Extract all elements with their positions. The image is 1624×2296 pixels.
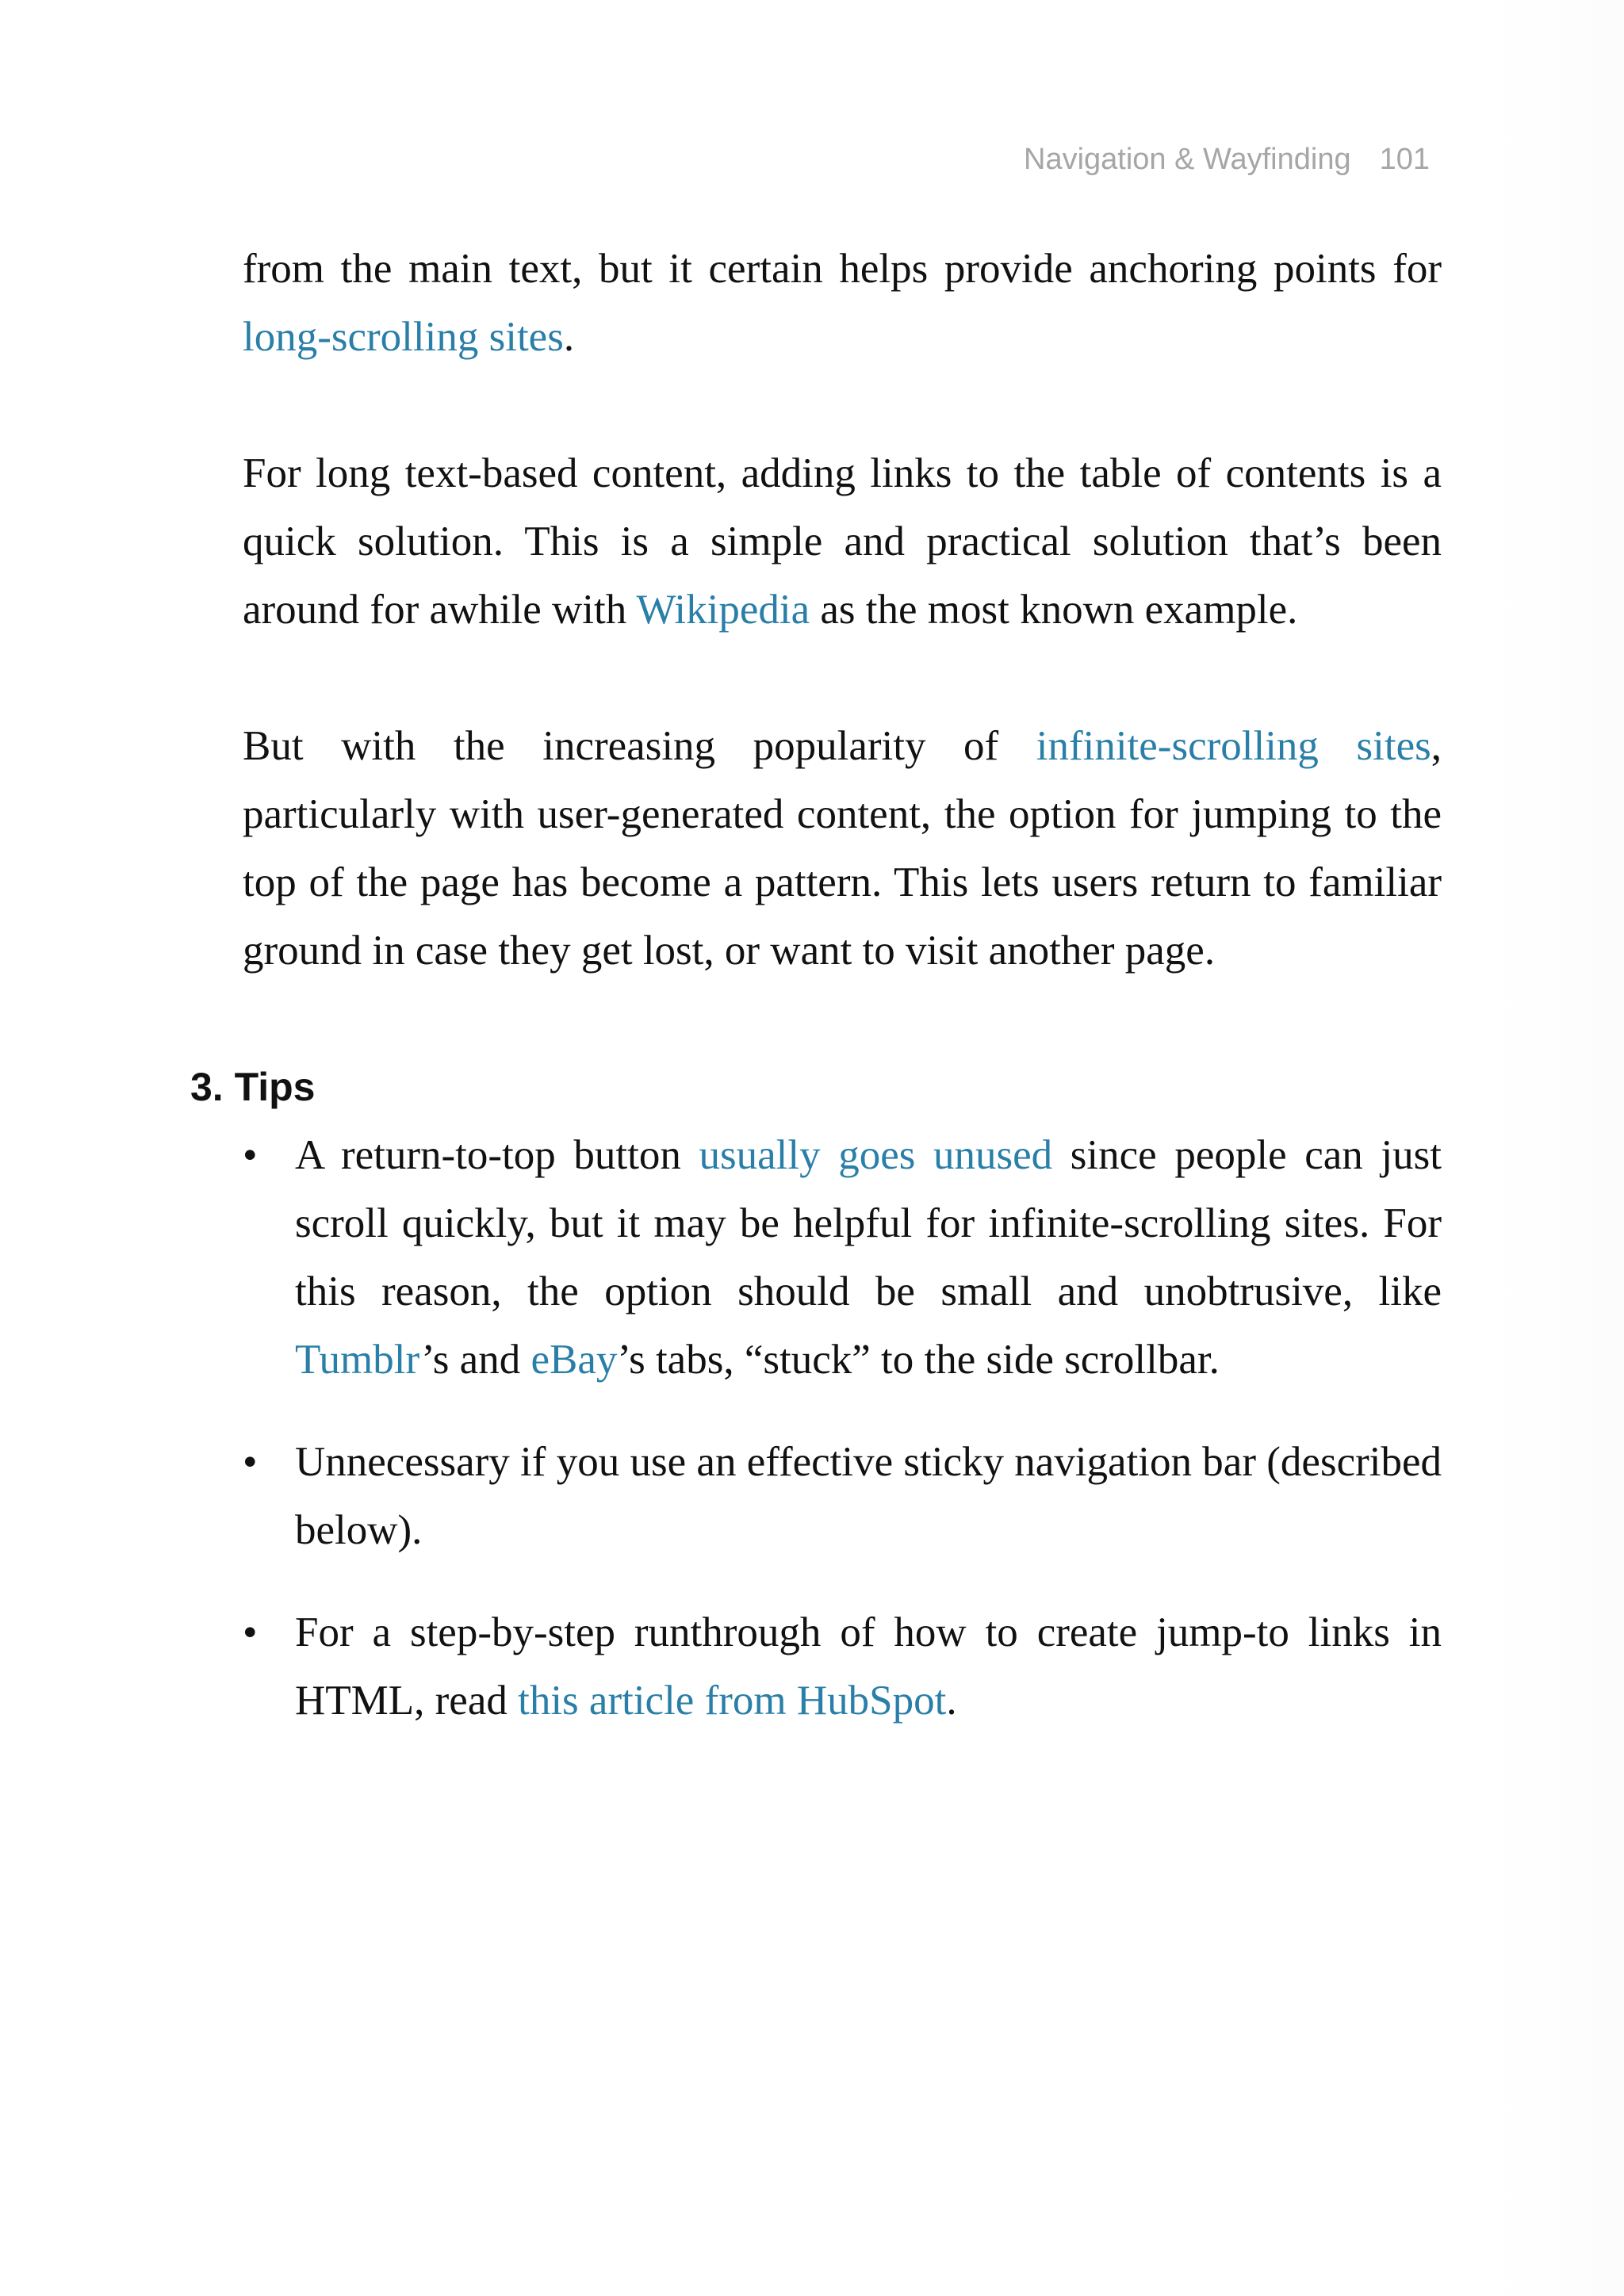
- bullet-icon: •: [243, 1609, 258, 1655]
- list-item-text: Unnecessary if you use an effective sticky navigation bar (described below).: [295, 1439, 1442, 1553]
- list-item-text: A return-to-top button: [295, 1132, 699, 1178]
- tips-list: [243, 1121, 1442, 1735]
- list-item: [243, 1598, 1442, 1735]
- link-hubspot-article[interactable]: this article from HubSpot: [518, 1678, 947, 1724]
- page-content: [190, 235, 1442, 1769]
- link-ebay[interactable]: eBay: [530, 1337, 618, 1383]
- link-tumblr[interactable]: Tumblr: [295, 1337, 422, 1383]
- list-item: [243, 1121, 1442, 1394]
- bullet-icon: •: [243, 1132, 258, 1178]
- paragraph-text: For long text-based content, adding links to the table of contents is a quick solution. This is a simple and practical solution that’s been around for awhile with: [243, 450, 1442, 633]
- link-infinite-scrolling-sites[interactable]: infinite-scrolling sites: [1036, 723, 1431, 769]
- list-item-text: ’s tabs, “stuck” to the side scrollbar.: [617, 1337, 1220, 1383]
- bullet-icon: •: [243, 1439, 258, 1485]
- list-item-text: .: [946, 1678, 957, 1724]
- paragraph-text: as the most known example.: [810, 587, 1298, 633]
- chapter-title: Navigation & Wayfinding: [1024, 143, 1351, 176]
- running-header: [1024, 143, 1430, 177]
- paragraph-text: But with the increasing popularity of: [243, 723, 1036, 769]
- paragraph-text: .: [563, 314, 575, 360]
- paragraph-text: , particularly with user-generated content, the option for jumping to the top of the page has become a pattern. This lets users return to familiar ground in case they get lost, or want to visit another page.: [243, 723, 1442, 974]
- section-heading-tips: 3. Tips: [190, 1065, 316, 1109]
- list-item-text: ’s and: [421, 1337, 531, 1383]
- list-item-text: since people can just scroll quickly, but it may be helpful for infinite-scrolling sites. For this reason, the option should be small and unobtrusive, like: [295, 1132, 1442, 1314]
- link-long-scrolling-sites[interactable]: long-scrolling sites: [243, 314, 564, 360]
- link-usually-goes-unused[interactable]: usually goes unused: [699, 1132, 1053, 1178]
- paragraph-table-of-contents: [243, 439, 1442, 644]
- paragraph-infinite-scrolling: [243, 712, 1442, 985]
- page-number: 101: [1379, 143, 1430, 176]
- paragraph-text: from the main text, but it certain helps provide anchoring points for: [243, 246, 1442, 292]
- list-item: [243, 1428, 1442, 1564]
- link-wikipedia[interactable]: Wikipedia: [636, 587, 810, 633]
- paragraph-continuation: [243, 235, 1442, 371]
- list-item-text: For a step-by-step runthrough of how to create jump-to links in HTML, read: [295, 1609, 1442, 1724]
